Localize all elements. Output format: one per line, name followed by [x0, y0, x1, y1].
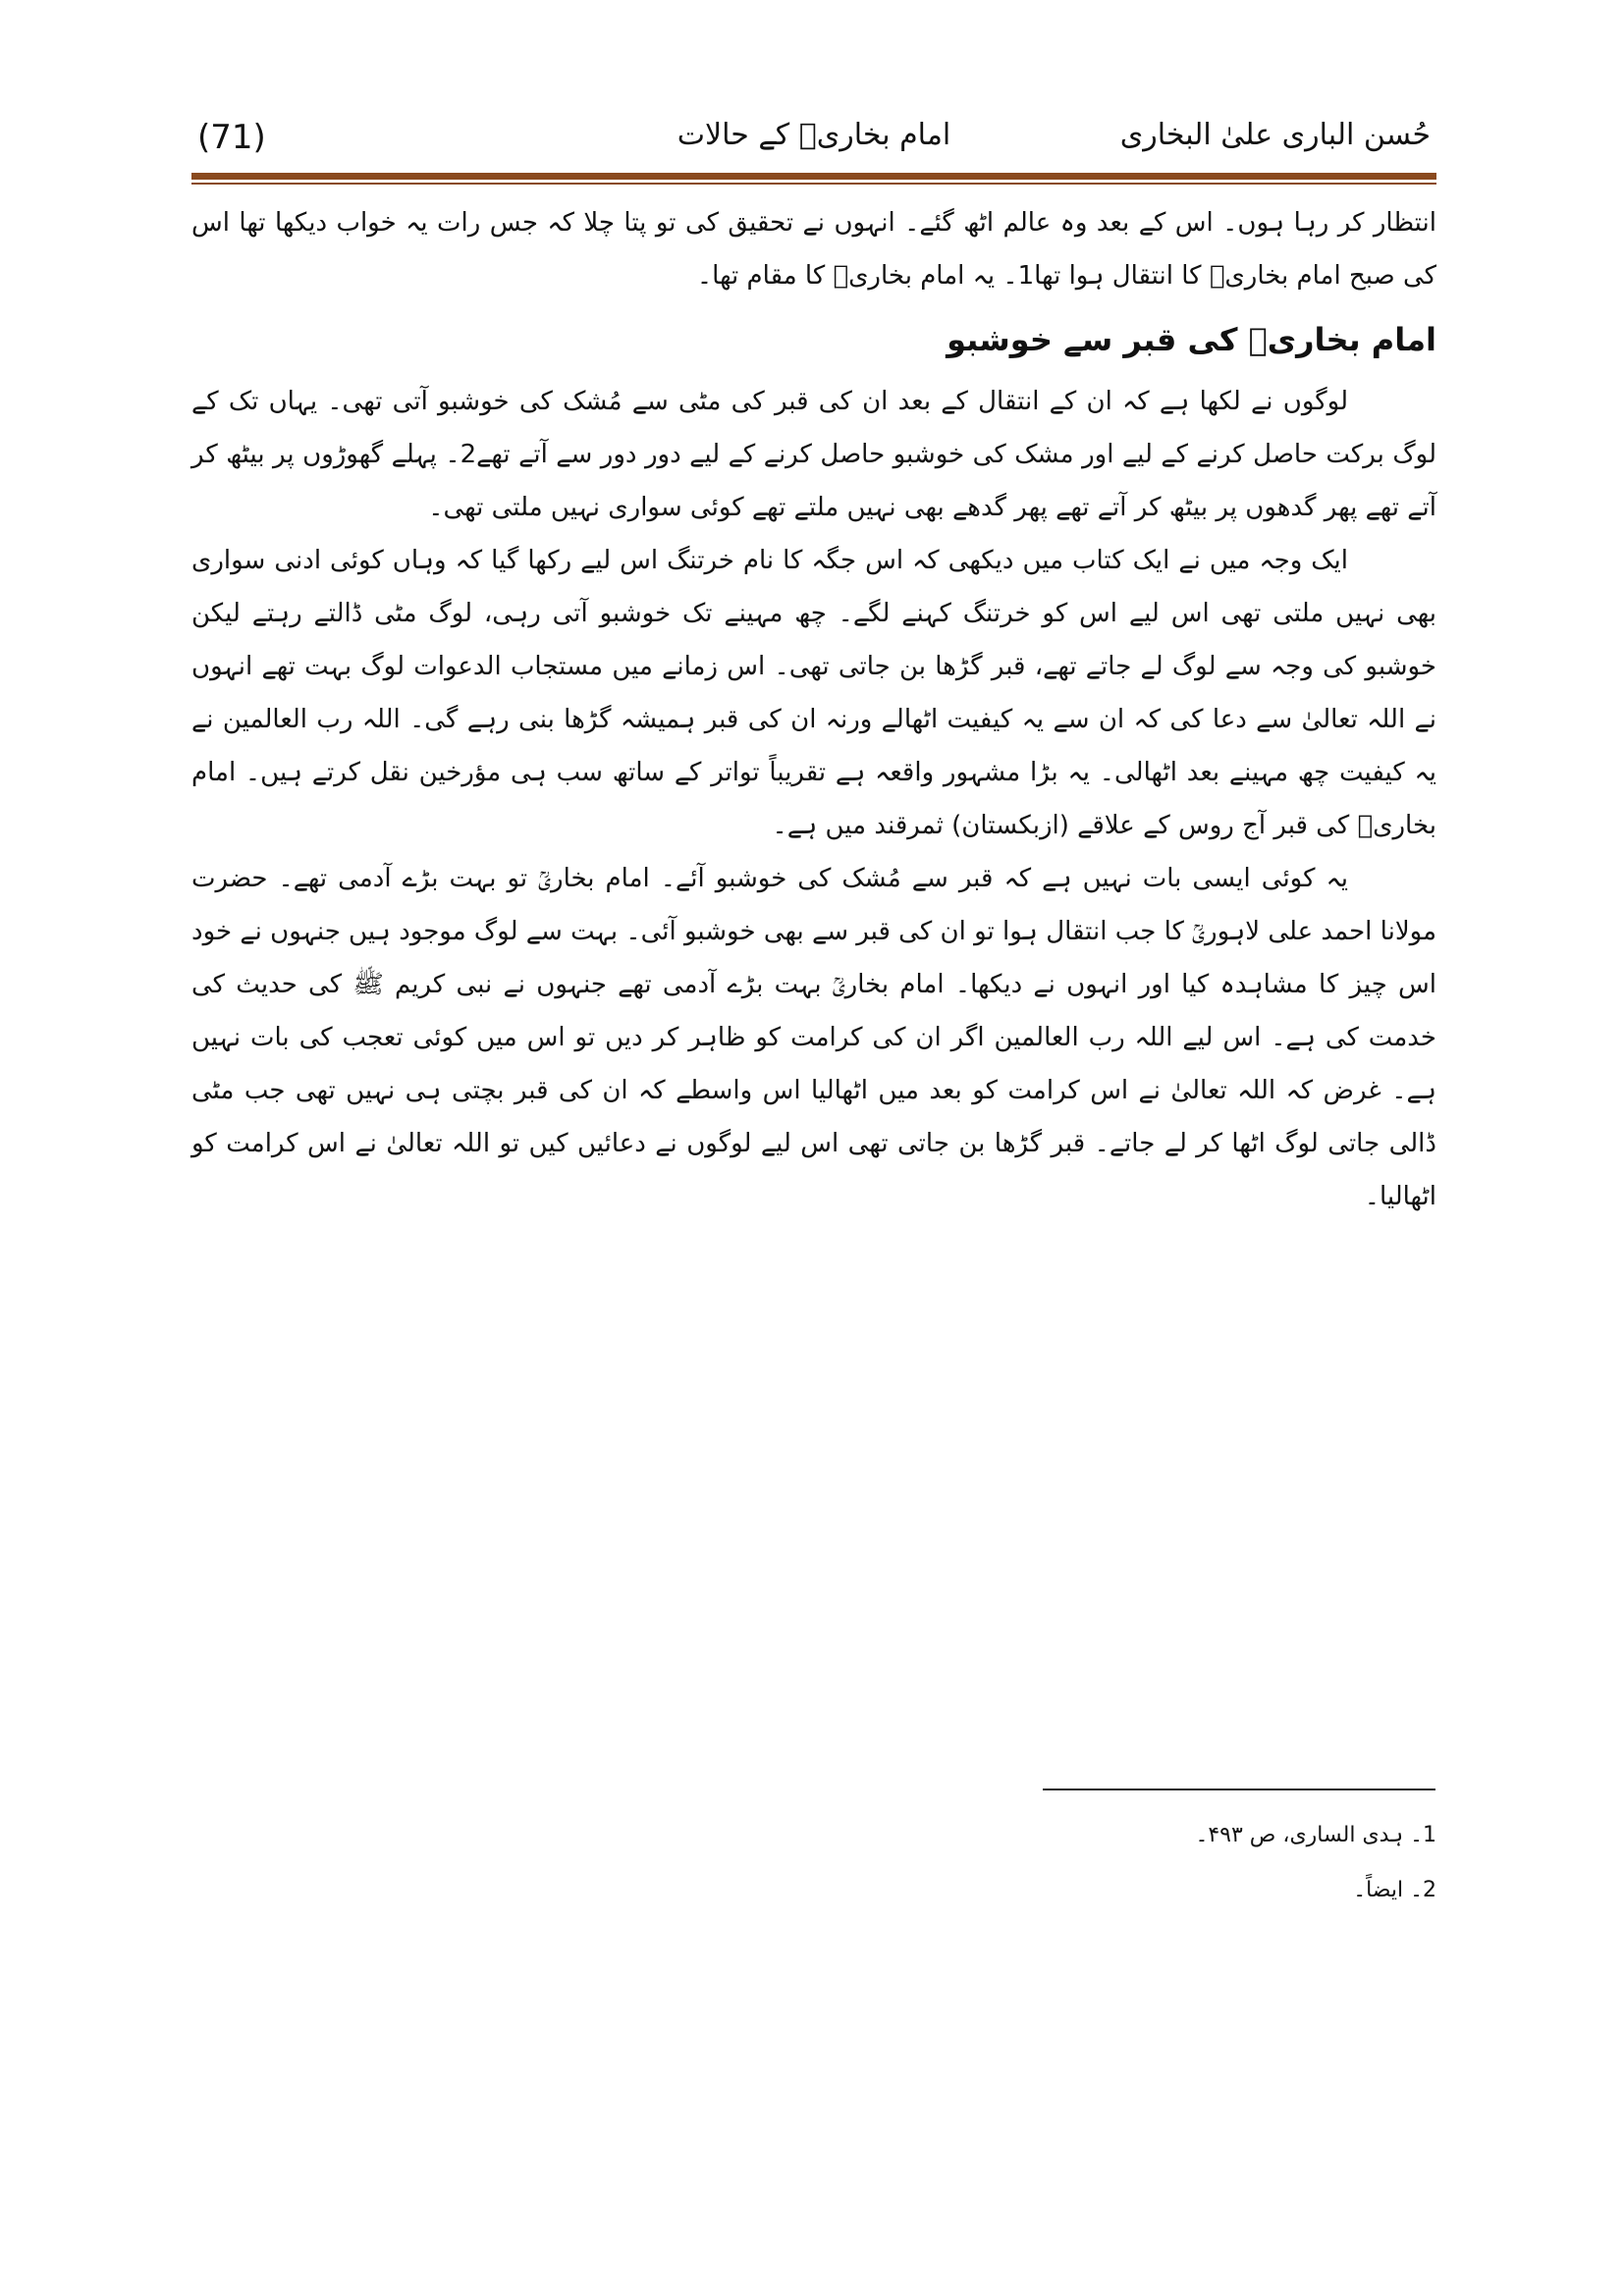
header-rule-thin — [191, 183, 1436, 185]
section-heading: امام بخاریؒ کی قبر سے خوشبو — [947, 321, 1436, 358]
footnote-2: 2۔ ایضاً۔ — [1353, 1878, 1436, 1902]
book-title: حُسن الباری علیٰ البخاری — [1119, 118, 1431, 152]
header-rule-thick — [191, 173, 1436, 180]
body-text — [191, 196, 1436, 1223]
footnote-1: 1۔ ہدی الساری، ص ۴۹۳۔ — [1195, 1823, 1436, 1847]
paragraph-2: لوگوں نے لکھا ہے کہ ان کے انتقال کے بعد ان کی قبر کی مٹی سے مُشک کی خوشبو آتی تھی۔ یہاں تک کے لوگ برکت حاصل کرنے کے لیے اور مشک کی خوشبو حاصل کرنے کے لیے دور دور سے آتے تھے2۔ پہلے گھوڑوں پر بیٹھ کر آتے تھے پھر گدھوں پر بیٹھ کر آتے تھے پھر گدھے بھی نہیں ملتے تھے کوئی سواری نہیں ملتی تھی۔ — [191, 387, 1436, 522]
chapter-title: امام بخاریؒ کے حالات — [677, 118, 951, 152]
page-number: (71) — [197, 118, 266, 157]
paragraph-1: انتظار کر رہا ہوں۔ اس کے بعد وہ عالم اٹھ گئے۔ انہوں نے تحقیق کی تو پتا چلا کہ جس رات یہ خواب دیکھا تھا اس کی صبح امام بخاریؒ کا انتقال ہوا تھا1۔ یہ امام بخاریؒ کا مقام تھا۔ — [191, 208, 1436, 291]
paragraph-3: ایک وجہ میں نے ایک کتاب میں دیکھی کہ اس جگہ کا نام خرتنگ اس لیے رکھا گیا کہ وہاں کوئی ادنی سواری بھی نہیں ملتی تھی اس لیے اس کو خرتنگ کہنے لگے۔ چھ مہینے تک خوشبو آتی رہی، لوگ مٹی ڈالتے رہتے لیکن خوشبو کی وجہ سے لوگ لے جاتے تھے، قبر گڑھا بن جاتی تھی۔ اس زمانے میں مستجاب الدعوات لوگ بہت تھے انہوں نے اللہ تعالیٰ سے دعا کی کہ ان سے یہ کیفیت اٹھالے ورنہ ان کی قبر ہمیشہ گڑھا بنی رہے گی۔ اللہ رب العالمین نے یہ کیفیت چھ مہینے بعد اٹھالی۔ یہ بڑا مشہور واقعہ ہے تقریباً تواتر کے ساتھ سب ہی مؤرخین نقل کرتے ہیں۔ امام بخاریؒ کی قبر آج روس کے علاقے (ازبکستان) ثمرقند میں ہے۔ — [191, 546, 1436, 840]
footnote-rule — [1043, 1789, 1435, 1790]
paragraph-4: یہ کوئی ایسی بات نہیں ہے کہ قبر سے مُشک کی خوشبو آئے۔ امام بخاریؒ تو بہت بڑے آدمی تھے۔ حضرت مولانا احمد علی لاہوریؒ کا جب انتقال ہوا تو ان کی قبر سے بھی خوشبو آئی۔ بہت سے لوگ موجود ہیں جنہوں نے خود اس چیز کا مشاہدہ کیا اور انہوں نے دیکھا۔ امام بخاریؒ بہت بڑے آدمی تھے جنہوں نے نبی کریم ﷺ کی حدیث کی خدمت کی ہے۔ اس لیے اللہ رب العالمین اگر ان کی کرامت کو ظاہر کر دیں تو اس میں کوئی تعجب کی بات نہیں ہے۔ غرض کہ اللہ تعالیٰ نے اس کرامت کو بعد میں اٹھالیا اس واسطے کہ ان کی قبر بچتی ہی نہیں تھی جب مٹی ڈالی جاتی لوگ اٹھا کر لے جاتے۔ قبر گڑھا بن جاتی تھی اس لیے لوگوں نے دعائیں کیں تو اللہ تعالیٰ نے اس کرامت کو اٹھالیا۔ — [191, 864, 1436, 1211]
running-header — [191, 110, 1436, 169]
footnotes — [191, 1808, 1436, 1918]
